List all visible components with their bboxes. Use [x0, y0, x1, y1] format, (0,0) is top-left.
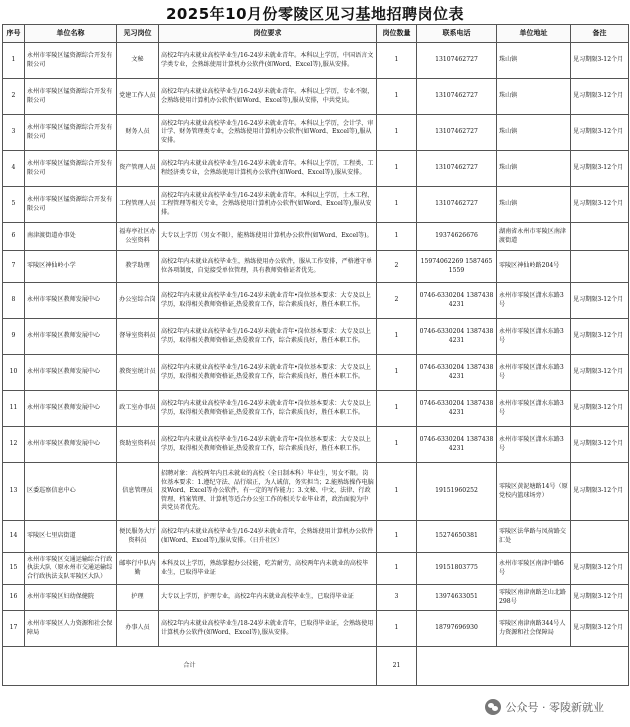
header-cell: 岗位数量	[377, 25, 417, 43]
header-cell: 岗位要求	[159, 25, 377, 43]
contact-phone: 13107462727	[417, 115, 497, 151]
unit-address: 永州市零陵区潇水东路3号	[497, 391, 571, 427]
row-number: 8	[3, 283, 25, 319]
post-quantity: 1	[377, 355, 417, 391]
row-number: 13	[3, 463, 25, 521]
remark: 见习期限3-12个月	[571, 187, 629, 223]
row-number: 10	[3, 355, 25, 391]
unit-address: 珠山镇	[497, 151, 571, 187]
table-row	[3, 521, 629, 553]
post-requirements: 高校2年内未就业高校毕业生/16-24岁未就业青年。本科以上学历，会计学、审计学、财务管理类专业，会熟练使用计算机办公软件(如Word、Excel等),服从安排。	[159, 115, 377, 151]
table-row	[3, 611, 629, 647]
post-requirements: 本科及以上学历，熟练掌握办公技能，吃苦耐劳，高校两年内未就业的高校毕业生，已取得毕业证	[159, 553, 377, 585]
contact-phone: 15274650381	[417, 521, 497, 553]
post-quantity: 1	[377, 391, 417, 427]
post-name: 文秘	[117, 43, 159, 79]
unit-address: 珠山镇	[497, 79, 571, 115]
unit-address: 珠山镇	[497, 187, 571, 223]
post-name: 督导室资料员	[117, 319, 159, 355]
post-requirements: 高校2年内未就业高校毕业生/16-24岁未就业青年•岗位基本要求：大专及以上学历，取得相关教师资格证,热爱教育工作，综合素质良好，胜任本职工作。	[159, 391, 377, 427]
post-quantity: 2	[377, 251, 417, 283]
post-name: 邮寧行中队内勤	[117, 553, 159, 585]
post-requirements: 高校2年内未就业高校毕业生/16-24岁未就业青年。本科以上学历，土木工程、工程管理等相关专业，会熟练使用计算机办公软件(如Word、Excel等),服从安排。	[159, 187, 377, 223]
post-requirements: 高校2年内未就业高校毕业生/16-24岁未就业青年•岗位基本要求：大专及以上学历，取得相关教师资格证,热爱教育工作，综合素质良好，胜任本职工作。	[159, 319, 377, 355]
table-row	[3, 391, 629, 427]
remark: 见习期限3-12个月	[571, 115, 629, 151]
row-number: 15	[3, 553, 25, 585]
unit-name: 永州市零陵区教师发展中心	[25, 355, 117, 391]
row-number: 6	[3, 223, 25, 251]
unit-address: 零陵区南津南路344号人力资源和社会保障局	[497, 611, 571, 647]
post-name: 工程管理人员	[117, 187, 159, 223]
table-row	[3, 251, 629, 283]
contact-phone: 0746-6330204 13874384231	[417, 355, 497, 391]
contact-phone: 19374626676	[417, 223, 497, 251]
unit-name: 永州市零陵区交通运输综合行政执法大队（原永州市交通运输综合行政执法支队零陵区大队）	[25, 553, 117, 585]
post-requirements: 大专以上学历（男女不限），能熟练使用计算机办公软件(如Word、Excel等)。	[159, 223, 377, 251]
table-header-row	[3, 25, 629, 43]
post-name: 资产管理人员	[117, 151, 159, 187]
contact-phone: 18797696930	[417, 611, 497, 647]
table-row	[3, 187, 629, 223]
post-quantity: 2	[377, 283, 417, 319]
post-quantity: 1	[377, 151, 417, 187]
table-row	[3, 585, 629, 611]
header-cell: 单位名称	[25, 25, 117, 43]
unit-name: 永州市零陵区锰资源综合开发有限公司	[25, 187, 117, 223]
post-name: 福寿亭社区办公室资料	[117, 223, 159, 251]
row-number: 12	[3, 427, 25, 463]
remark: 见习期限3-12个月	[571, 463, 629, 521]
post-name: 便民服务大厅资料员	[117, 521, 159, 553]
post-requirements: 高校2年内未就业高校毕业生/16-24岁未就业青年。本科以上学历，中国语言文学类专业，会熟练使用计算机办公软件(如Word、Excel等),服从安排。	[159, 43, 377, 79]
contact-phone: 0746-6330204 13874384231	[417, 427, 497, 463]
remark: 见习期限3-12个月	[571, 427, 629, 463]
unit-name: 永州市零陵区教师发展中心	[25, 319, 117, 355]
table-row	[3, 79, 629, 115]
post-quantity: 3	[377, 585, 417, 611]
header-cell: 联系电话	[417, 25, 497, 43]
page-title: 2025年10月份零陵区见习基地招聘岗位表	[165, 5, 465, 23]
unit-address: 永州市零陵区潇水东路3号	[497, 283, 571, 319]
table-row	[3, 355, 629, 391]
post-quantity: 1	[377, 43, 417, 79]
header-cell: 序号	[3, 25, 25, 43]
post-quantity: 1	[377, 553, 417, 585]
unit-address: 永州市零陵区潇水东路3号	[497, 319, 571, 355]
job-table	[2, 24, 629, 686]
post-quantity: 1	[377, 115, 417, 151]
header-cell: 见习岗位	[117, 25, 159, 43]
post-quantity: 1	[377, 463, 417, 521]
remark	[571, 251, 629, 283]
header-cell: 备注	[571, 25, 629, 43]
total-label: 合计	[3, 647, 377, 686]
post-name: 办公室综合岗	[117, 283, 159, 319]
row-number: 4	[3, 151, 25, 187]
unit-name: 南津渡街道办事处	[25, 223, 117, 251]
unit-address: 湖南省永州市零陵区南津渡街道	[497, 223, 571, 251]
unit-address: 珠山镇	[497, 115, 571, 151]
watermark	[481, 697, 609, 717]
total-qty: 21	[377, 647, 417, 686]
unit-address: 珠山镇	[497, 43, 571, 79]
table-row	[3, 319, 629, 355]
post-quantity: 1	[377, 223, 417, 251]
unit-address: 零陵区南津南路芝山北路298号	[497, 585, 571, 611]
table-row	[3, 283, 629, 319]
table-row	[3, 151, 629, 187]
watermark-text: 公众号 · 零陵新就业	[505, 701, 604, 714]
unit-name: 永州市零陵区锰资源综合开发有限公司	[25, 79, 117, 115]
contact-phone: 15974062269 15874651559	[417, 251, 497, 283]
remark: 见习期限3-12个月	[571, 553, 629, 585]
post-name: 财务人员	[117, 115, 159, 151]
post-name: 党建工作人员	[117, 79, 159, 115]
contact-phone: 13974633051	[417, 585, 497, 611]
remark: 见习期限3-12个月	[571, 43, 629, 79]
unit-name: 永州市零陵区锰资源综合开发有限公司	[25, 43, 117, 79]
header-cell: 单位地址	[497, 25, 571, 43]
contact-phone: 13107462727	[417, 79, 497, 115]
post-quantity: 1	[377, 319, 417, 355]
unit-name: 永州市零陵区教师发展中心	[25, 391, 117, 427]
unit-address: 零陵区神仙岭路204号	[497, 251, 571, 283]
unit-name: 永州市零陵区教师发展中心	[25, 283, 117, 319]
remark	[571, 223, 629, 251]
post-name: 信息管理员	[117, 463, 159, 521]
remark: 见习期限3-12个月	[571, 391, 629, 427]
unit-name: 永州市零陵区锰资源综合开发有限公司	[25, 115, 117, 151]
contact-phone: 0746-6330204 13874384231	[417, 283, 497, 319]
unit-name: 零陵区神仙岭小学	[25, 251, 117, 283]
contact-phone: 0746-6330204 13874384231	[417, 319, 497, 355]
unit-name: 永州市零陵区人力资源和社会保障局	[25, 611, 117, 647]
total-empty	[417, 647, 629, 686]
unit-name: 区委巡察信息中心	[25, 463, 117, 521]
unit-address: 零陵区黄泥塘路14号（原党校内篮球场旁）	[497, 463, 571, 521]
row-number: 11	[3, 391, 25, 427]
row-number: 1	[3, 43, 25, 79]
unit-name: 零陵区七里店街道	[25, 521, 117, 553]
post-name: 办事人员	[117, 611, 159, 647]
post-quantity: 1	[377, 427, 417, 463]
table-row	[3, 115, 629, 151]
contact-phone: 13107462727	[417, 43, 497, 79]
table-row	[3, 427, 629, 463]
post-requirements: 高校2年内未就业高校毕业生/16-24岁未就业青年。本科以上学历，工程类、工程经济类专业，会熟练使用计算机办公软件(如Word、Excel等),服从安排。	[159, 151, 377, 187]
post-name: 政工室办事员	[117, 391, 159, 427]
post-requirements: 高校2年内未就业高校毕业生/16-24岁未就业青年。本科以上学历，专业不限，会熟练使用计算机办公软件(如Word、Excel等),服从安排，中共党员。	[159, 79, 377, 115]
row-number: 2	[3, 79, 25, 115]
row-number: 16	[3, 585, 25, 611]
table-row	[3, 463, 629, 521]
post-requirements: 高校2年内未就业高校毕业生/18-24岁未就业青年，已取得毕业证，会熟练使用计算机办公软件(如Word、Excel等),服从安排。	[159, 611, 377, 647]
remark: 见习期限3-12个月	[571, 355, 629, 391]
remark: 见习期限3-12个月	[571, 611, 629, 647]
table-row	[3, 553, 629, 585]
post-requirements: 高校2年内未就业高校毕业生/16-24岁未就业青年•岗位基本要求：大专及以上学历，取得相关教师资格证,热爱教育工作，综合素质良好，胜任本职工作。	[159, 283, 377, 319]
post-name: 护理	[117, 585, 159, 611]
remark: 见习期限3-12个月	[571, 79, 629, 115]
row-number: 14	[3, 521, 25, 553]
row-number: 3	[3, 115, 25, 151]
row-number: 9	[3, 319, 25, 355]
wechat-icon	[485, 699, 501, 715]
contact-phone: 13107462727	[417, 187, 497, 223]
unit-name: 永州市零陵区教师发展中心	[25, 427, 117, 463]
post-quantity: 1	[377, 187, 417, 223]
remark: 见习期限3-12个月	[571, 585, 629, 611]
contact-phone: 13107462727	[417, 151, 497, 187]
contact-phone: 0746-6330204 13874384231	[417, 391, 497, 427]
remark: 见习期限3-12个月	[571, 319, 629, 355]
post-requirements: 大专以上学历，护理专业，高校2年内未就业高校毕业生，已取得毕业证	[159, 585, 377, 611]
row-number: 17	[3, 611, 25, 647]
post-requirements: 高校2年内未就业高校毕业生/16-24岁未就业青年•岗位基本要求：大专及以上学历，取得相关教师资格证,热爱教育工作，综合素质良好，胜任本职工作。	[159, 355, 377, 391]
row-number: 7	[3, 251, 25, 283]
post-quantity: 1	[377, 611, 417, 647]
remark: 见习期限3-12个月	[571, 283, 629, 319]
post-quantity: 1	[377, 79, 417, 115]
table-row	[3, 223, 629, 251]
unit-address: 永州市零陵区潇水东路3号	[497, 355, 571, 391]
row-number: 5	[3, 187, 25, 223]
unit-address: 永州市零陵区南津中路6号	[497, 553, 571, 585]
post-quantity: 1	[377, 521, 417, 553]
post-requirements: 高校2年内未就业高校毕业生/16-24岁未就业青年，会熟练使用计算机办公软件(如Word、Excel等),服从安排。（日升社区）	[159, 521, 377, 553]
contact-phone: 19151803775	[417, 553, 497, 585]
unit-address: 零陵区法华路与凤荷路交汇处	[497, 521, 571, 553]
post-name: 教学助理	[117, 251, 159, 283]
total-row	[3, 647, 629, 686]
post-name: 教资室统计员	[117, 355, 159, 391]
remark	[571, 521, 629, 553]
unit-name: 永州市零陵区锰资源综合开发有限公司	[25, 151, 117, 187]
contact-phone: 19151960252	[417, 463, 497, 521]
post-name: 资助室资料员	[117, 427, 159, 463]
post-requirements: 高校2年内未就业高校毕业生，熟练使用办公软件，服从工作安排，严格遵守单位各项制度，自觉接受单位管理，具有教师资格证者优先。	[159, 251, 377, 283]
post-requirements: 高校2年内未就业高校毕业生/16-24岁未就业青年•岗位基本要求：大专及以上学历，取得相关教师资格证,热爱教育工作，综合素质良好，胜任本职工作。	[159, 427, 377, 463]
unit-address: 永州市零陵区潇水东路3号	[497, 427, 571, 463]
unit-name: 永州市零陵区妇幼保健院	[25, 585, 117, 611]
post-requirements: 招聘对象：高校两年内且未就业的高校（全日制本科）毕业生，男女不限。岗位基本要求：1.遵纪守法、品行端正，为人诚信，务实担当；2.能熟练操作电脑及Word、Excel等办公软件，有一定的写作能力；3.文秘、中文、法律、行政管理、档案管理、计算机等适合办公室工作的相关专业毕业者，政治面貌为中共党员者优先。	[159, 463, 377, 521]
table-row	[3, 43, 629, 79]
remark: 见习期限3-12个月	[571, 151, 629, 187]
